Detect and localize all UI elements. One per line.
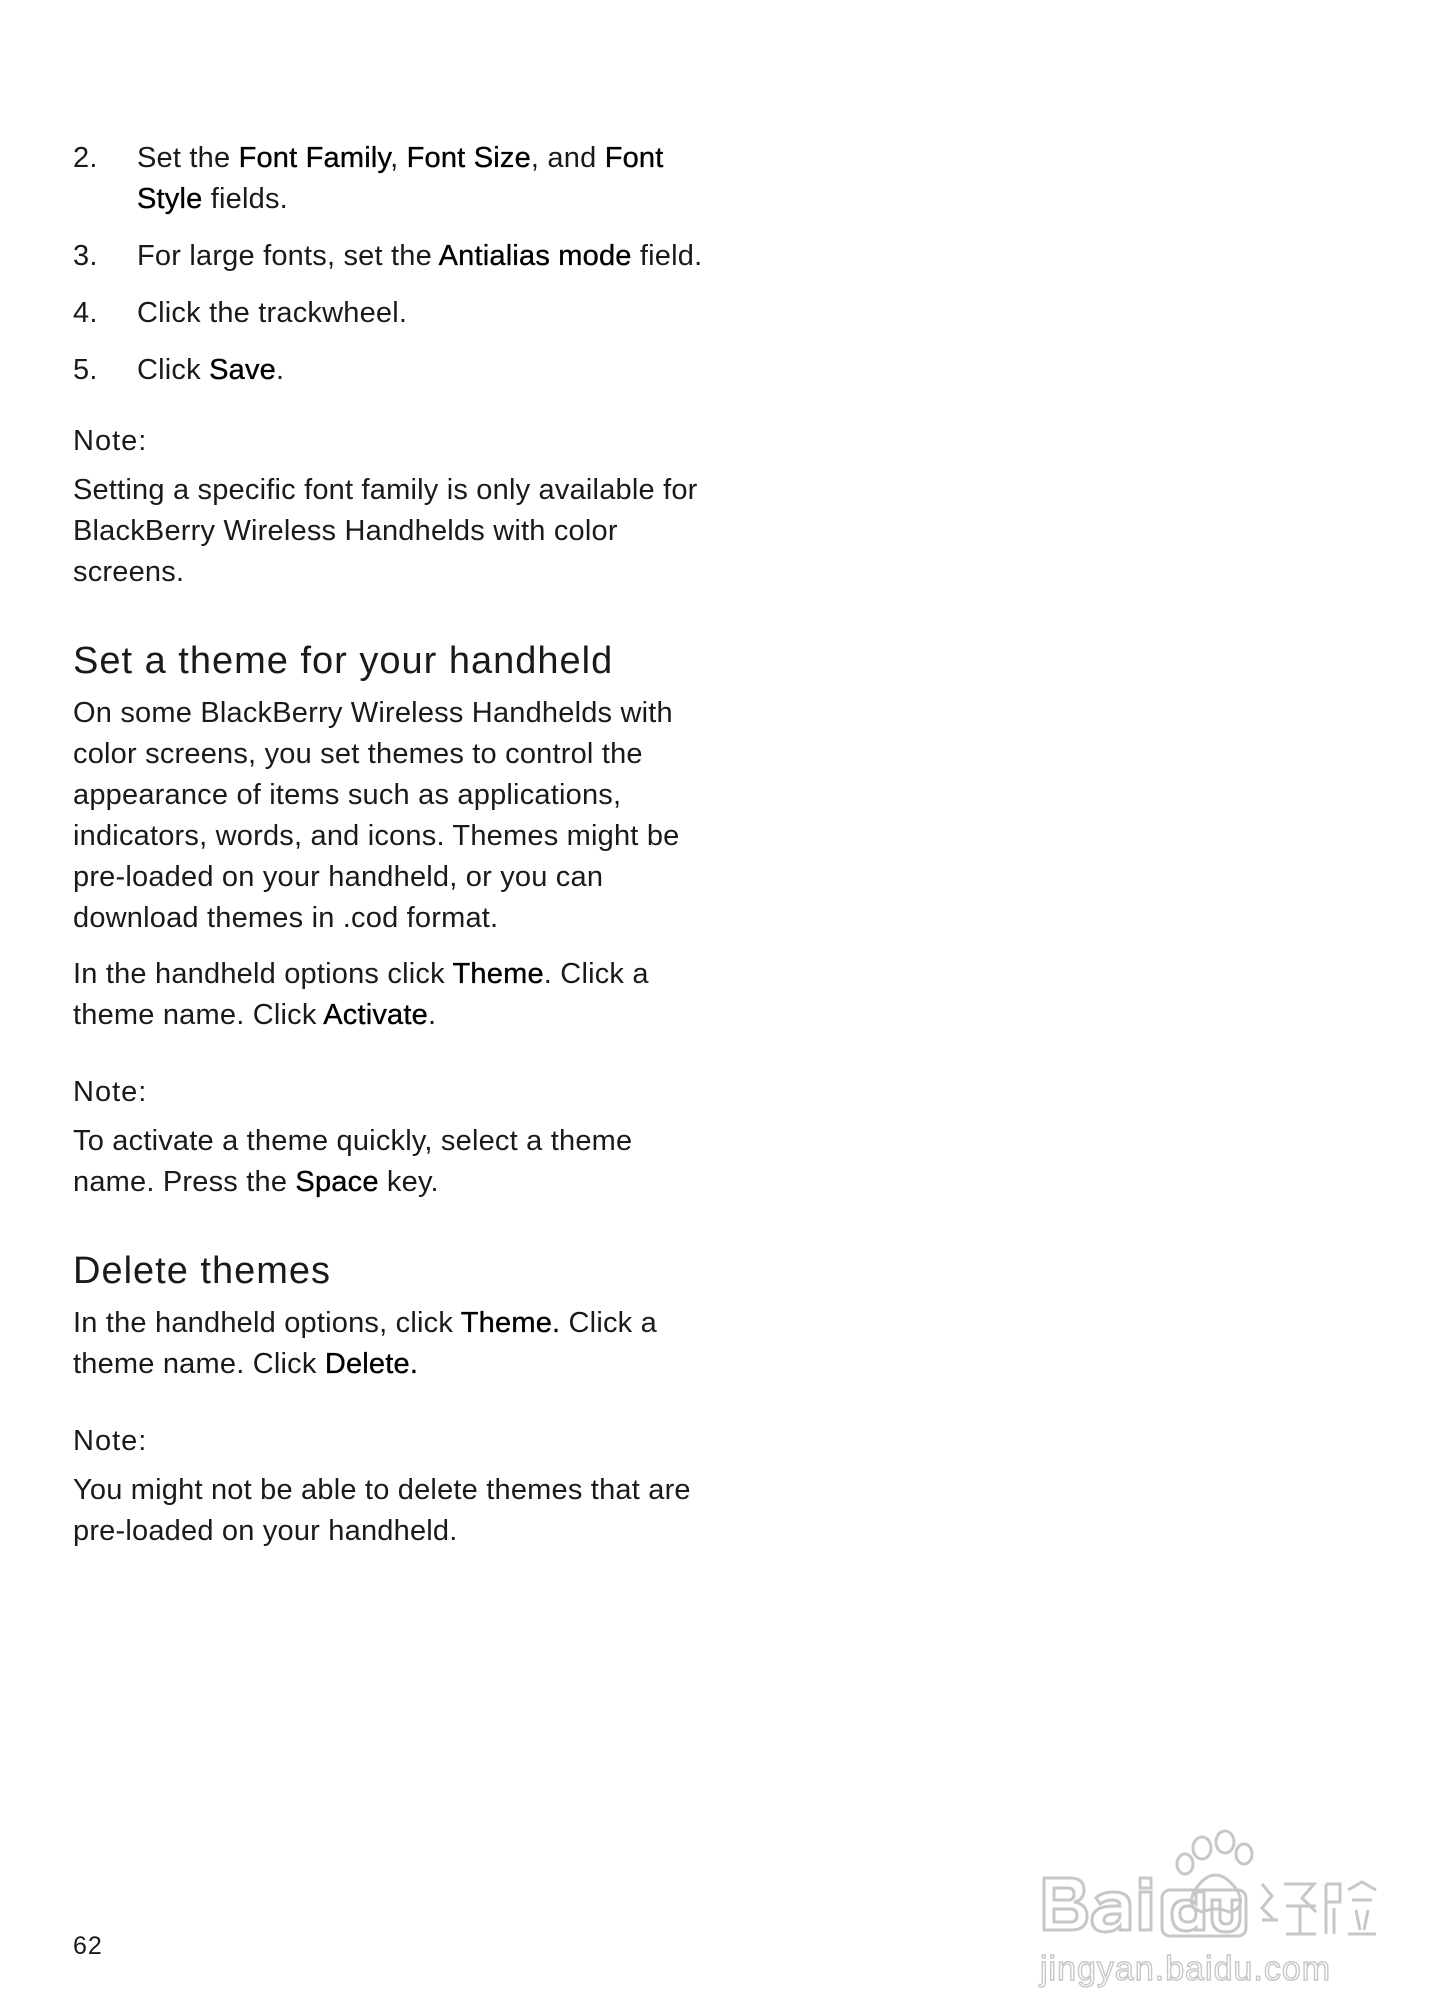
ui-term: Font Style: [137, 142, 664, 215]
step-text: Click the trackwheel.: [137, 297, 408, 329]
paragraph: On some BlackBerry Wireless Handhelds with color screens, you set themes to control the appearance of items such as applications, indicators, words, and icons. Themes might be pre-loaded on your handheld, or you can download themes in .cod format.: [73, 697, 680, 934]
note-text: To activate a theme quickly, select a theme name. Press the Space key.: [73, 1125, 633, 1198]
ui-term: Save: [209, 354, 276, 386]
list-item: [73, 293, 713, 334]
list-item: [73, 236, 713, 277]
paragraph: In the handheld options click Theme. Click a theme name. Click Activate.: [73, 958, 649, 1031]
step-text: For large fonts, set the Antialias mode field.: [137, 240, 703, 272]
ui-term: Font Size: [406, 142, 531, 174]
section-heading: Delete themes: [73, 1250, 332, 1292]
ui-term: Antialias mode: [438, 240, 632, 272]
note-text: Setting a specific font family is only available for BlackBerry Wireless Handhelds with color screens.: [73, 474, 698, 588]
ui-term: Theme.: [460, 1307, 561, 1339]
list-item: [73, 350, 713, 391]
ui-term: Theme: [452, 958, 544, 990]
steps-list: [73, 138, 713, 391]
ui-term: Font Family: [238, 142, 391, 174]
step-number: 3.: [73, 240, 98, 272]
page-number: 62: [73, 1932, 103, 1960]
baidu-watermark-logo: [1030, 1820, 1380, 2000]
section-heading: Set a theme for your handheld: [73, 640, 614, 682]
note-label: Note:: [73, 1076, 148, 1108]
ui-term: Delete.: [324, 1348, 419, 1380]
note-text: You might not be able to delete themes that are pre-loaded on your handheld.: [73, 1474, 691, 1547]
list-item: [73, 138, 713, 220]
document-page: [73, 138, 713, 1567]
paragraph: In the handheld options, click Theme. Click a theme name. Click Delete.: [73, 1307, 657, 1380]
watermark-url: jingyan.baidu.com: [1040, 1950, 1332, 1988]
step-number: 5.: [73, 354, 98, 386]
ui-term: Activate: [323, 999, 428, 1031]
ui-term: Space: [295, 1166, 379, 1198]
step-number: 2.: [73, 142, 98, 174]
note-label: Note:: [73, 425, 148, 457]
note-label: Note:: [73, 1425, 148, 1457]
step-number: 4.: [73, 297, 98, 329]
step-text: Set the Font Family, Font Size, and Font Style fields.: [137, 142, 664, 215]
step-text: Click Save.: [137, 354, 285, 386]
